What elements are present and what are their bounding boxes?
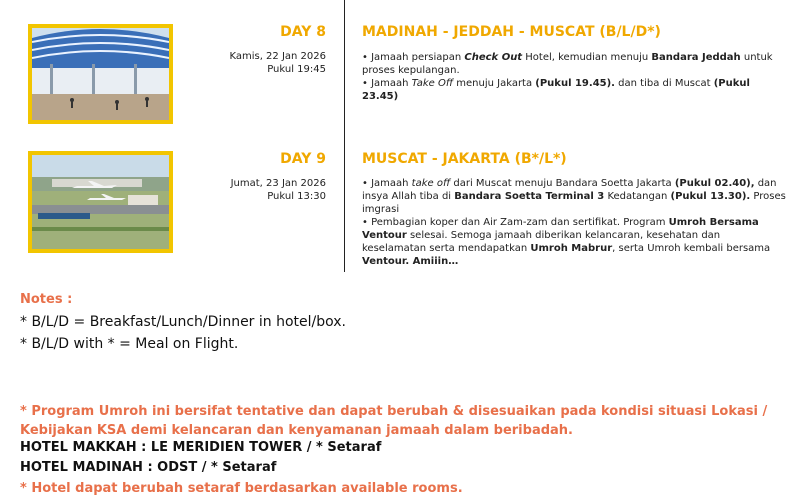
timeline-divider: [344, 0, 345, 272]
description-segment: dan tiba di Muscat: [614, 78, 714, 89]
day9-photo: [28, 151, 173, 253]
day9-datetime: [231, 177, 326, 203]
description-line: [362, 51, 787, 77]
description-segment: dari Muscat menuju Bandara Soetta Jakarta: [450, 178, 675, 189]
description-segment: Kedatangan: [604, 191, 671, 202]
description-segment: untuk proses kepulangan.: [362, 52, 773, 76]
note-meal-definition: * B/L/D = Breakfast/Lunch/Dinner in hotel/box.: [20, 314, 346, 330]
description-segment: Take Off: [411, 78, 454, 89]
description-segment: dan insya Allah tiba di: [362, 178, 777, 202]
day8-datetime: [229, 50, 326, 76]
description-segment: (Pukul 02.40),: [674, 178, 755, 189]
day8-time: Pukul 19:45: [267, 64, 326, 75]
day8-photo: [28, 24, 173, 124]
hotel-makkah: HOTEL MAKKAH : LE MERIDIEN TOWER / * Setaraf: [20, 440, 382, 455]
description-segment: take off: [411, 178, 451, 189]
description-segment: Check Out: [464, 52, 523, 63]
description-segment: Bandara Jeddah: [651, 52, 741, 63]
description-segment: • Jamaah: [362, 178, 412, 189]
description-segment: (Pukul 19.45).: [535, 78, 615, 89]
day9-label: DAY 9: [280, 151, 326, 167]
day8-date: Kamis, 22 Jan 2026: [229, 51, 326, 62]
description-segment: (Pukul 23.45): [362, 78, 750, 102]
day8-description: [362, 51, 787, 103]
tentative-disclaimer: * Program Umroh ini bersifat tentative dan dapat berubah & disesuaikan pada kondisi situasi Lokasi / Kebijakan KSA demi kelancaran dan kenyamanan jamaah dalam beribadah.: [20, 404, 768, 438]
description-segment: • Jamaah: [362, 78, 412, 89]
description-segment: • Jamaah persiapan: [362, 52, 465, 63]
description-line: [362, 77, 787, 103]
description-segment: , serta Umroh kembali bersama: [612, 243, 771, 254]
day8-label: DAY 8: [280, 24, 326, 40]
day9-route: MUSCAT - JAKARTA (B*/L*): [362, 151, 567, 167]
description-segment: (Pukul 13.30).: [670, 191, 751, 202]
description-segment: selesai. Semoga jamaah diberikan kelancaran, kesehatan dan keselamatan serta mendapatkan: [362, 230, 721, 254]
notes-title: Notes :: [20, 292, 73, 307]
day9-date: Jumat, 23 Jan 2026: [230, 178, 326, 189]
description-segment: Ventour. Amiiin…: [362, 256, 459, 267]
note-flight-meal: * B/L/D with * = Meal on Flight.: [20, 336, 239, 352]
description-segment: Umroh Mabrur: [530, 243, 613, 254]
description-segment: Proses imgrasi: [362, 191, 786, 215]
hotel-madinah: HOTEL MADINAH : ODST / * Setaraf: [20, 460, 277, 475]
description-segment: Bandara Soetta Terminal 3: [454, 191, 605, 202]
day9-time: Pukul 13:30: [267, 191, 326, 202]
hotel-footnote: * Hotel dapat berubah setaraf berdasarkan available rooms.: [20, 481, 463, 496]
description-segment: • Pembagian koper dan Air Zam-zam dan sertifikat. Program: [362, 217, 669, 228]
description-segment: Hotel, kemudian menuju: [522, 52, 652, 63]
airport-aerial-icon: [32, 155, 169, 249]
day9-description: [362, 177, 787, 268]
description-segment: menuju Jakarta: [453, 78, 536, 89]
description-line: [362, 177, 787, 216]
airport-terminal-icon: [32, 28, 169, 120]
description-line: [362, 216, 787, 268]
day8-route: MADINAH - JEDDAH - MUSCAT (B/L/D*): [362, 24, 661, 40]
description-segment: Umroh Bersama Ventour: [362, 217, 759, 241]
